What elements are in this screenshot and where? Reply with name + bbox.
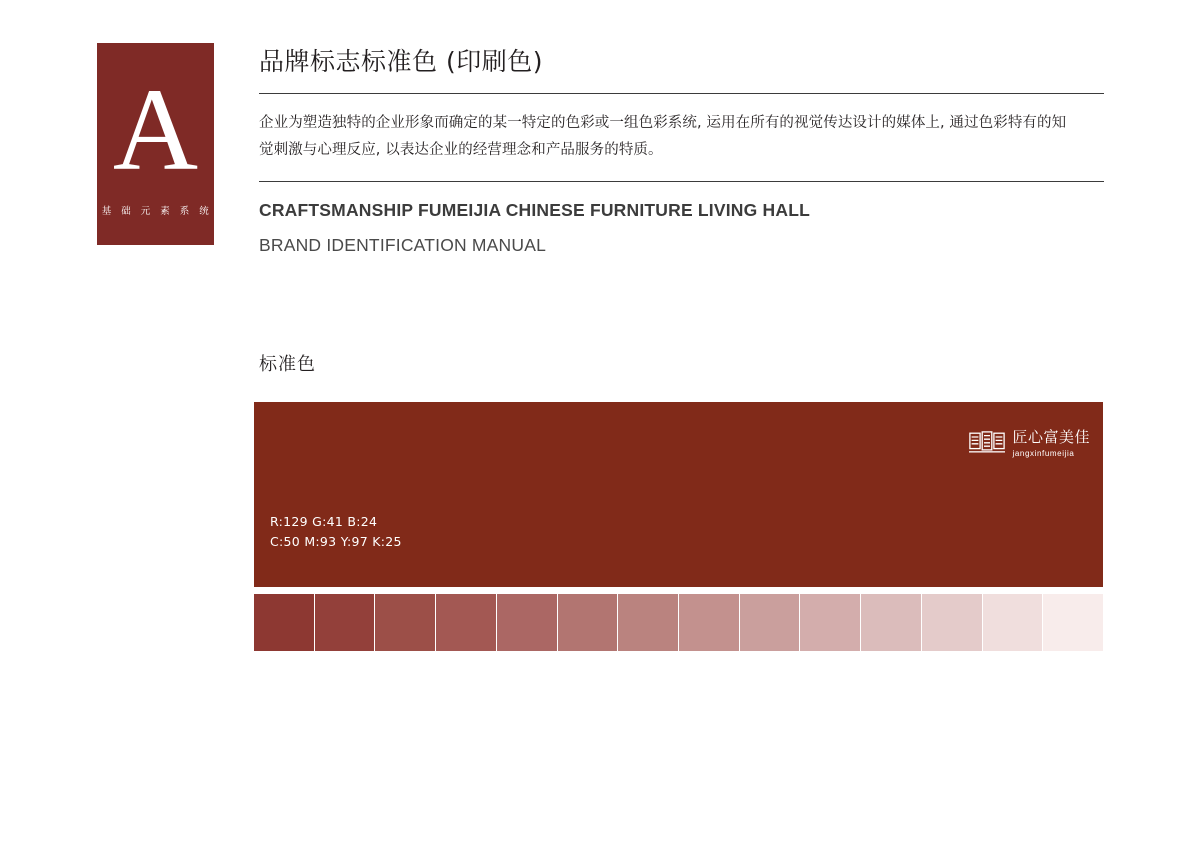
brand-name-pinyin: jangxinfumeijia — [1012, 448, 1075, 458]
primary-color-swatch — [254, 402, 1103, 587]
brand-mark-icon — [969, 431, 1005, 453]
brand-logo — [969, 430, 1090, 458]
tint-swatch — [1043, 594, 1103, 651]
brand-logo-text — [1012, 430, 1090, 458]
tint-strip — [254, 594, 1103, 651]
tint-swatch — [254, 594, 315, 651]
tint-swatch — [315, 594, 376, 651]
badge-subtitle: 基 础 元 素 系 统 — [101, 206, 213, 217]
tint-swatch — [983, 594, 1044, 651]
english-title: CRAFTSMANSHIP FUMEIJIA CHINESE FURNITURE LIVING HALL — [259, 199, 810, 220]
tint-swatch — [679, 594, 740, 651]
header-column — [259, 47, 1104, 256]
color-rgb-value: R:129 G:41 B:24 — [270, 514, 378, 530]
divider-top — [259, 93, 1104, 94]
tint-swatch — [497, 594, 558, 651]
tint-swatch — [436, 594, 497, 651]
badge-letter: A — [112, 64, 199, 195]
tint-swatch — [618, 594, 679, 651]
tint-swatch — [800, 594, 861, 651]
section-label: 标准色 — [259, 354, 316, 375]
english-subtitle: BRAND IDENTIFICATION MANUAL — [259, 234, 547, 255]
color-values — [270, 512, 402, 551]
divider-bottom — [259, 181, 1104, 182]
tint-swatch — [375, 594, 436, 651]
section-badge — [97, 43, 214, 245]
page-title: 品牌标志标准色 (印刷色) — [259, 47, 543, 76]
tint-swatch — [922, 594, 983, 651]
tint-swatch — [558, 594, 619, 651]
description-text: 企业为塑造独特的企业形象而确定的某一特定的色彩或一组色彩系统, 运用在所有的视觉传达设计的媒体上, 通过色彩特有的知觉刺激与心理反应, 以表达企业的经营理念和产品服务的特质。 — [259, 115, 1067, 158]
brand-name-chinese: 匠心富美佳 — [1012, 428, 1090, 446]
tint-swatch — [740, 594, 801, 651]
color-cmyk-value: C:50 M:93 Y:97 K:25 — [270, 533, 402, 549]
tint-swatch — [861, 594, 922, 651]
